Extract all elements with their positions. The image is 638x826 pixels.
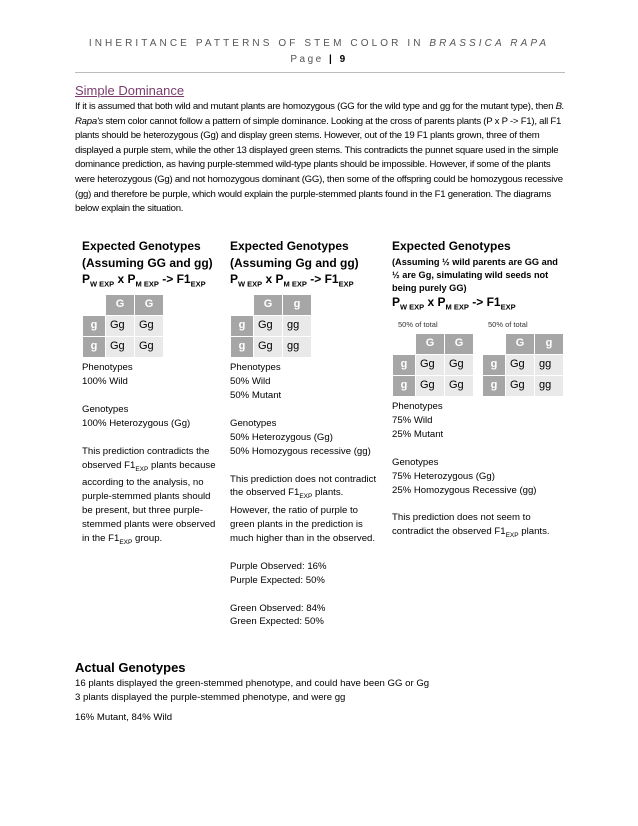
punnett-label: 50% of total xyxy=(398,320,438,330)
actual-line: 16 plants displayed the green-stemmed phenotype, and could have been GG or Gg xyxy=(75,678,430,689)
actual-genotypes-text xyxy=(75,677,565,725)
punnett-square: G g g Gg gg g Gg gg xyxy=(230,294,312,358)
punnett-square: G g g Gg gg g Gg gg xyxy=(482,333,564,397)
phenotype-line: 75% Wild xyxy=(392,415,433,427)
page-number: 9 xyxy=(339,54,348,65)
prediction-text: This prediction contradicts the observed $F1_{EXP}$ plants because according to the analysis, no purple-stemmed plants should be present, but three purple-stemmed plants were observed in the $F1_{EXP}$ group. xyxy=(82,445,216,546)
column-subheading: (Assuming Gg and gg) xyxy=(230,256,359,270)
column-heading: Expected Genotypes xyxy=(392,239,511,253)
actual-genotypes-title: Actual Genotypes xyxy=(75,660,186,675)
column-heading: Expected Genotypes xyxy=(230,239,349,253)
punnett-square: G G g Gg Gg g Gg Gg xyxy=(82,294,164,358)
phenotypes-label: Phenotypes xyxy=(230,362,281,374)
cross-notation: $P_{W EXP}$ x $P_{M EXP} -> F1_{EXP}$ xyxy=(82,272,206,289)
column-gg-and-gg xyxy=(82,238,222,550)
header-species: BRASSICA RAPA xyxy=(429,38,550,49)
genotypes-label: Genotypes xyxy=(230,417,277,429)
phenotype-line: 50% Mutant xyxy=(230,390,282,402)
phenotypes-label: Phenotypes xyxy=(82,362,133,374)
stat-line: Green Expected: 50% xyxy=(230,616,324,628)
phenotype-line: 50% Wild xyxy=(230,376,271,388)
stat-line: Purple Observed: 16% xyxy=(230,560,327,572)
genotype-line: 100% Heterozygous (Gg) xyxy=(82,417,191,429)
stat-line: Green Observed: 84% xyxy=(230,602,326,614)
genotype-line: 50% Heterozygous (Gg) xyxy=(230,431,333,443)
punnett-block-b xyxy=(482,318,564,400)
punnett-block-a xyxy=(392,318,474,400)
column-subheading: (Assuming GG and gg) xyxy=(82,256,213,270)
cross-notation: $P_{W EXP}$ x $P_{M EXP} -> F1_{EXP}$ xyxy=(230,272,354,289)
actual-summary: 16% Mutant, 84% Wild xyxy=(75,711,173,723)
genotypes-label: Genotypes xyxy=(392,456,439,468)
column-heading: Expected Genotypes xyxy=(82,239,201,253)
header-rule xyxy=(75,72,565,73)
running-header: INHERITANCE PATTERNS OF STEM COLOR IN BRASSICA RAPA xyxy=(88,38,550,49)
phenotype-line: 100% Wild xyxy=(82,376,128,388)
stat-line: Purple Expected: 50% xyxy=(230,574,325,586)
phenotypes-label: Phenotypes xyxy=(392,401,443,413)
prediction-text: This prediction does not contradict the observed $F1_{EXP}$ plants. However, the ratio of purple to green plants in the prediction is much higher than in the observed. xyxy=(230,473,377,545)
intro-paragraph: If it is assumed that both wild and mutant plants are homozygous (GG for the wild type and gg for the mutant type), then B. Rapa's stem color cannot follow a pattern of simple dominance. Looking at the cross of parents plants (P x P -> F1), all F1 plants should be heterozygous (Gg) and display green stems. However, out of the 19 F1 plants grown, three of them displayed a purple stem, while the other 13 displayed green stems. This contradicts the punnet square used in the simple dominance prediction, as having purple-stemmed wild-type plants should be impossible. However, if some of the plants were heterozygous (Gg) and not homozygous dominant (GG), then some of the offspring could be homozygous recessive (gg) and therefore be purple, which would explain the purple-stemmed plants found in the F1 generation. The diagrams below explain the situation. xyxy=(75,101,565,215)
column-half-wild-mixed xyxy=(392,238,567,543)
column-subheading: (Assuming ½ wild parents are GG and ½ are Gg, simulating wild seeds not being purely GG) xyxy=(392,257,558,293)
cross-notation: $P_{W EXP}$ x $P_{M EXP} -> F1_{EXP}$ xyxy=(392,295,516,312)
genotype-line: 50% Homozygous recessive (gg) xyxy=(230,445,371,457)
column-gg-and-gg-hetero xyxy=(230,238,380,629)
actual-line: 3 plants displayed the purple-stemmed phenotype, and were gg xyxy=(75,692,346,704)
prediction-text: This prediction does not seem to contradict the observed $F1_{EXP}$ plants. xyxy=(392,512,550,540)
punnett-square: G G g Gg Gg g Gg Gg xyxy=(392,333,474,397)
genotype-line: 25% Homozygous Recessive (gg) xyxy=(392,484,537,496)
section-title: Simple Dominance xyxy=(75,83,185,98)
punnett-pair xyxy=(392,318,567,400)
genotypes-label: Genotypes xyxy=(82,404,129,415)
genotype-line: 75% Heterozygous (Gg) xyxy=(392,470,495,482)
phenotype-line: 25% Mutant xyxy=(392,429,444,441)
page-number-line: Page | 9 xyxy=(290,54,348,65)
punnett-label: 50% of total xyxy=(488,320,528,330)
